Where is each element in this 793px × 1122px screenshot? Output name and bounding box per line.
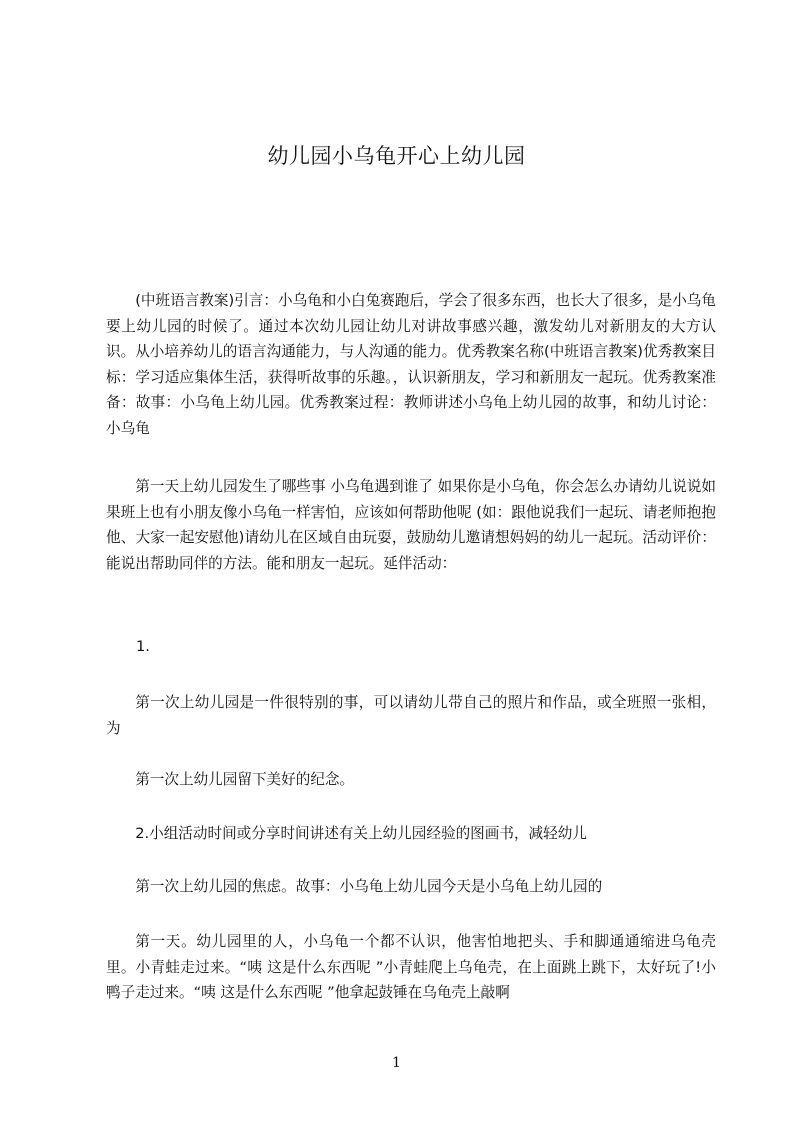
list-number-1: 1.: [136, 638, 150, 655]
paragraph-anxiety: 第一次上幼儿园的焦虑。故事：小乌龟上幼儿园今天是小乌龟上幼儿园的: [135, 878, 603, 895]
document-title: 幼儿园小乌龟开心上幼儿园: [267, 144, 526, 168]
paragraph-first-day: 第一天上幼儿园发生了哪些事 小乌龟遇到谁了 如果你是小乌龟，你会怎么办请幼儿说说如果班上也有小朋友像小乌龟一样害怕，应该如何帮助他呢 (如：跟他说我们一起玩、请老师抱抱他、大家一起安慰他)请幼儿在区域自由玩耍，鼓励幼儿邀请想妈妈的幼儿一起玩。活动评价：能说出帮助同伴的方法。能和朋友一起玩。延伴活动：: [106, 478, 716, 572]
paragraph-memory: 第一次上幼儿园留下美好的纪念。: [135, 771, 355, 788]
paragraph-story: 第一天。幼儿园里的人，小乌龟一个都不认识，他害怕地把头、手和脚通通缩进乌龟壳里。小青蛙走过来。“咦 这是什么东西呢 ”小青蛙爬上乌龟壳，在上面跳上跳下，太好玩了!小鸭子走过来。“咦 这是什么东西呢 ”他拿起鼓锤在乌龟壳上敲啊: [106, 933, 716, 1001]
page-number: 1: [392, 1055, 401, 1071]
paragraph-group-activity: 2.小组活动时间或分享时间讲述有关上幼儿园经验的图画书，减轻幼儿: [135, 825, 587, 842]
paragraph-intro: (中班语言教案)引言：小乌龟和小白兔赛跑后，学会了很多东西，也长大了很多，是小乌龟要上幼儿园的时候了。通过本次幼儿园让幼儿对讲故事感兴趣，激发幼儿对新朋友的大方认识。从小培养幼儿的语言沟通能力，与人沟通的能力。优秀教案名称(中班语言教案)优秀教案目标：学习适应集体生活，获得听故事的乐趣。，认识新朋友，学习和新朋友一起玩。优秀教案准备：故事：小乌龟上幼儿园。优秀教案过程：教师讲述小乌龟上幼儿园的故事，和幼儿讨论：小乌龟: [106, 292, 716, 437]
paragraph-special-day: 第一次上幼儿园是一件很特别的事，可以请幼儿带自己的照片和作品，或全班照一张相，为: [106, 694, 716, 737]
